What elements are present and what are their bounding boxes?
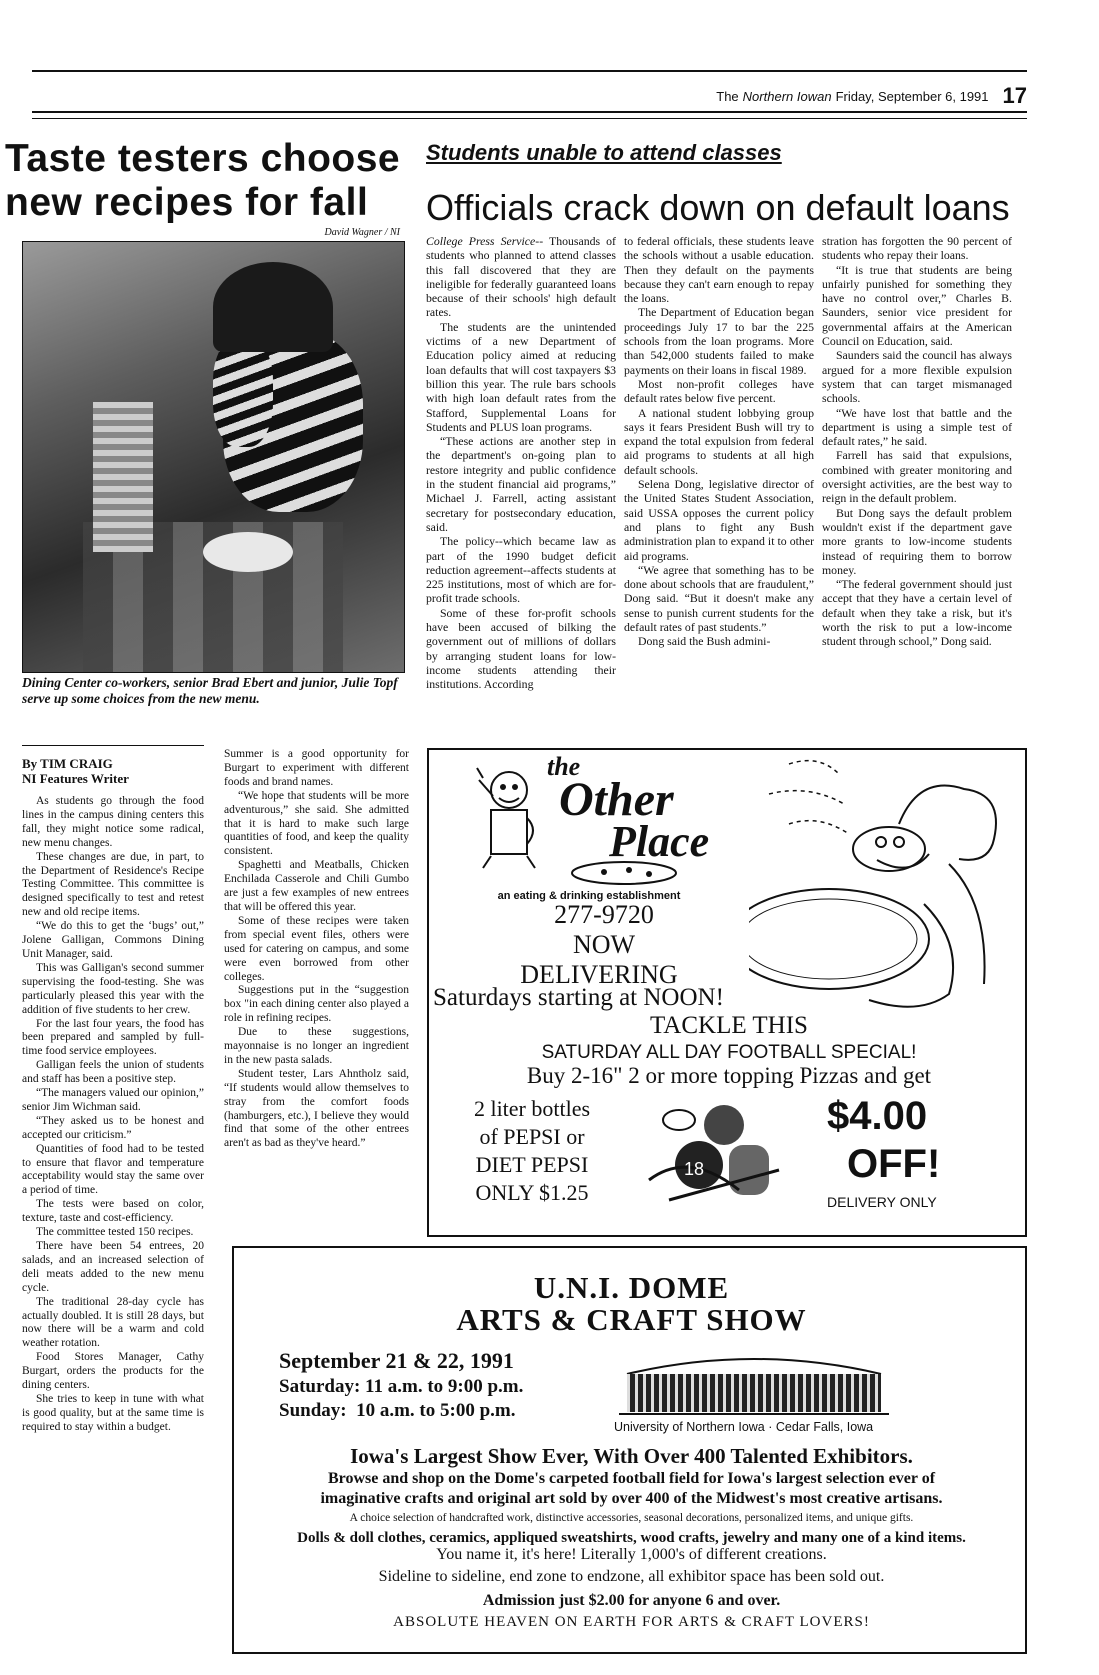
dining-center-photo: [22, 241, 405, 673]
football-players-icon: [629, 1090, 799, 1210]
pepsi-line: of PEPSI or: [479, 1124, 585, 1149]
loan-paragraph: Selena Dong, legislative director of the United States Student Association, said USSA opposes the current policy and plans to fight any Bush administration plan to expand it to other aid programs.: [624, 477, 814, 563]
saturday-hours: Saturday: 11 a.m. to 9:00 p.m.: [279, 1376, 524, 1397]
loan-kicker: Students unable to attend classes: [426, 140, 782, 165]
loan-paragraph: College Press Service-- Thousands of students who planned to attend classes this fall discovered that they are ineligible for federally guaranteed loans because of their schools' high default rates.: [426, 234, 616, 320]
paper-name: Northern Iowan: [742, 88, 832, 104]
paper-prefix: The: [716, 88, 739, 104]
byline: [22, 756, 202, 786]
off-text: OFF!: [847, 1142, 941, 1186]
logo-the: the: [547, 752, 581, 781]
sideline-line: Sideline to sideline, end zone to endzone, all exhibitor space has been sold out.: [378, 1568, 885, 1585]
photo-caption: Dining Center co-workers, senior Brad Ebert and junior, Julie Topf serve up some choices from the new menu.: [22, 675, 398, 706]
tagline: an eating & drinking establishment: [497, 890, 681, 902]
logo-place: Place: [609, 817, 710, 866]
tackle-text: TACKLE THIS: [650, 1012, 808, 1039]
pepsi-line: DIET PEPSI: [475, 1152, 589, 1177]
dome-title: U.N.I. DOME: [533, 1270, 730, 1305]
photo-credit: David Wagner / NI: [324, 227, 400, 238]
admission-line: Admission just $2.00 for anyone 6 and over.: [482, 1592, 781, 1609]
loan-paragraph: “It is true that students are being unfairly punished for something they have no control over,” Charles B. Saunders, senior vice president for governmental affairs at the American Council on Education, said.: [822, 262, 1012, 349]
loan-paragraph: The Department of Education began proceedings July 17 to bar the 225 schools from the loan programs. More than 542,000 students failed to make payments on their loans in fiscal 1989.: [624, 305, 814, 377]
pepsi-offer: [437, 1095, 627, 1207]
other-place-ad: [427, 748, 1027, 1237]
loan-column-2: [624, 234, 814, 649]
taste-paragraph: Spaghetti and Meatballs, Chicken Enchilada Casserole and Chili Gumbo are just a few examples of new entrees that will be offered this year.: [224, 859, 409, 913]
byline-rule: [22, 745, 204, 746]
saturdays-text: Saturdays starting at NOON!: [433, 984, 724, 1011]
pizza-slice-icon: [569, 860, 679, 886]
buy-offer: Buy 2-16" 2 or more topping Pizzas and get: [526, 1063, 932, 1088]
loan-paragraph: The students are the unintended victims of a new Department of Education policy aimed at reducing loan defaults that will cost taxpayers $3 billion this year. The rule bars schools with high loan default rates from the Stafford, Supplemental Loans for Students and PLUS loan programs.: [426, 319, 616, 434]
delivery-only: DELIVERY ONLY: [827, 1194, 937, 1210]
name-it-line: You name it, it's here! Literally 1,000's of different creations.: [436, 1546, 827, 1563]
taste-paragraph: There have been 54 entrees, 20 salads, and an increased selection of deli meats added to the new menu cycle.: [22, 1240, 204, 1294]
taste-paragraph: As students go through the food lines in the campus dining centers this fall, they might notice some radical, new menu changes.: [22, 795, 204, 849]
sunday-hours: Sunday: 10 a.m. to 5:00 p.m.: [279, 1400, 516, 1421]
browse-line-1: Browse and shop on the Dome's carpeted football field for Iowa's largest selection ever of: [327, 1470, 936, 1487]
loan-paragraph: “We have lost that battle and the department is using a simple test of default rates,” he said.: [822, 405, 1012, 449]
loan-paragraph: “These actions are another step in the department's on-going plan to restore integrity and public confidence in the student financial aid programs,” Michael J. Farrell, acting assistant secretary for postsecondary education, said.: [426, 434, 616, 534]
taste-paragraph: Quantities of food had to be tested to ensure that flavor and temperature acceptability would stay the same over a period of time.: [22, 1142, 204, 1197]
taste-headline: Taste testers choose new recipes for fall: [5, 137, 401, 224]
dome-arts-craft-ad: [232, 1246, 1027, 1654]
issue-date: Friday, September 6, 1991: [835, 88, 989, 104]
taste-paragraph: Some of these recipes were taken from special event files, others were used for catering on campus, and some were even borrowed from other colleges.: [224, 914, 409, 983]
top-rule: [32, 70, 1027, 72]
mascot-mug-icon: [469, 760, 549, 870]
loan-paragraph: stration has forgotten the 90 percent of students who repay their loans.: [822, 234, 1012, 263]
page-number: 17: [1002, 83, 1027, 108]
largest-show: Iowa's Largest Show Ever, With Over 400 Talented Exhibitors.: [350, 1444, 913, 1468]
heaven-line: ABSOLUTE HEAVEN ON EARTH FOR ARTS & CRAFT LOVERS!: [393, 1614, 870, 1630]
taste-paragraph: Due to these suggestions, mayonnaise is no longer an ingredient in the new pasta salads.: [224, 1026, 409, 1066]
loan-headline: Officials crack down on default loans: [426, 187, 1010, 228]
loan-column-1: [426, 234, 616, 692]
taste-paragraph: This was Galligan's second summer supervising the food-testing. She was particularly pleased this year with the addition of five students to her crew.: [22, 961, 204, 1016]
taste-paragraph: The traditional 28-day cycle has actually doubled. It is still 28 days, but now there will be a warm and cold weather rotation.: [22, 1295, 204, 1350]
taste-paragraph: Food Stores Manager, Cathy Burgart, orders the products for the dining centers.: [22, 1351, 204, 1392]
loan-paragraph: Some of these for-profit schools have been accused of bilking the government out of millions of dollars by arranging student loans for low-income students attending their institutions. According: [426, 605, 616, 692]
byline-title: NI Features Writer: [22, 771, 129, 786]
taste-paragraph: She tries to keep in tune with what is good quality, but at the same time is required to stay within a budget.: [22, 1392, 204, 1433]
loan-paragraph: to federal officials, these students leave the schools without a usable education. Then they default on the payments because they can't earn enough to repay the loans.: [624, 234, 814, 306]
loan-column-3: [822, 234, 1012, 649]
price: $4.00: [827, 1094, 928, 1138]
taste-paragraph: “They asked us to be honest and accepted our criticism.”: [22, 1114, 204, 1141]
masthead-rule: [32, 111, 1027, 113]
taste-paragraph: Suggestions put in the “suggestion box "in each dining center also played a role in refining recipes.: [224, 984, 409, 1025]
svg-text:18: 18: [684, 1159, 705, 1179]
show-title: ARTS & CRAFT SHOW: [456, 1302, 807, 1337]
phone-number: 277-9720: [554, 900, 654, 929]
taste-paragraph: For the last four years, the food has been prepared and sampled by full-time food service employees.: [22, 1017, 204, 1058]
taste-paragraph: Summer is a good opportunity for Burgart to experiment with different foods and brand names.: [224, 748, 409, 788]
taste-paragraph: “We hope that students will be more adventurous,” she said. She admitted that it is hard to make such large quantities of food, and keep the quality consistent.: [224, 789, 409, 858]
show-dates: September 21 & 22, 1991: [279, 1348, 514, 1373]
university-location: University of Northern Iowa · Cedar Falls, Iowa: [614, 1420, 874, 1434]
loan-paragraph: Dong said the Bush admini-: [638, 634, 771, 649]
masthead-rule-thin: [32, 118, 1027, 119]
uni-dome-icon: [619, 1344, 889, 1416]
taste-paragraph: “We do this to get the ‘bugs’ out,” Jolene Galligan, Commons Dining Unit Manager, said.: [22, 920, 204, 960]
taste-paragraph: These changes are due, in part, to the Department of Residence's Recipe Testing Committee. This committee is designed specifically to test and retest new and old recipe items.: [22, 850, 204, 919]
dolls-line: Dolls & doll clothes, ceramics, appliqued sweatshirts, wood crafts, jewelry and many one of a kind items.: [297, 1530, 966, 1546]
taste-column-2: [224, 748, 409, 1151]
pepsi-line: ONLY $1.25: [475, 1180, 589, 1205]
browse-line-2: imaginative crafts and original art sold by over 400 of the Midwest's most creative artisans.: [320, 1490, 943, 1507]
byline-name: By TIM CRAIG: [22, 756, 113, 771]
pepsi-line: 2 liter bottles: [473, 1096, 591, 1121]
loan-paragraph: The policy--which became law as part of the 1990 budget deficit reduction agreement--affects students at 225 institutions, most of which are for-profit trade schools.: [426, 534, 616, 606]
taste-paragraph: Student tester, Lars Ahntholz said, “If students would allow themselves to stray from the comfort foods (hamburgers, etc.), I believe they would find that some of the other entrees aren't as bad as they've heard.”: [224, 1067, 409, 1150]
delivering-text: DELIVERING: [520, 960, 678, 989]
dateline: College Press Service--: [426, 234, 544, 248]
taste-paragraph: The tests were based on color, texture, taste and cost-efficiency.: [22, 1198, 204, 1225]
taste-column-1: [22, 795, 204, 1435]
loan-paragraph: A national student lobbying group says it fears President Bush will try to expand the total expulsion from federal aid programs to students at all high default schools.: [624, 405, 814, 477]
loan-paragraph: But Dong says the default problem wouldn't exist if the department gave more grants to low-income students instead of requiring them to borrow money.: [822, 505, 1012, 577]
loan-paragraph: “We agree that something has to be done about schools that are fraudulent,” Dong said. “But it doesn't make any sense to punish current students for the default rates of past students.”: [624, 562, 814, 635]
logo-other: Other: [559, 773, 674, 826]
loan-paragraph: “The federal government should just accept that they have a certain level of default when they take a risk, but it's worth the risk to put a low-income student through school,” Dong said.: [822, 577, 1012, 649]
chef-pizza-icon: [749, 754, 1019, 1054]
taste-paragraph: Galligan feels the union of students and staff has been a positive step.: [22, 1059, 204, 1086]
loan-paragraph: Most non-profit colleges have default rates below five percent.: [624, 376, 814, 406]
taste-paragraph: “The managers valued our opinion,” senior Jim Wichman said.: [22, 1087, 204, 1113]
now-text: NOW: [572, 930, 636, 959]
loan-paragraph: Farrell has said that expulsions, combined with greater monitoring and oversight activities, are the best way to reign in the default problem.: [822, 448, 1012, 506]
loan-paragraph: Saunders said the council has always argued for a more flexible expulsion system that can target mismanaged schools.: [822, 348, 1012, 406]
football-special: SATURDAY ALL DAY FOOTBALL SPECIAL!: [541, 1042, 917, 1063]
taste-paragraph: The committee tested 150 recipes.: [36, 1226, 194, 1239]
choice-line: A choice selection of handcrafted work, distinctive accessories, seasonal decorations, personalized items, and unique gifts.: [349, 1512, 914, 1524]
masthead: [672, 84, 1027, 108]
